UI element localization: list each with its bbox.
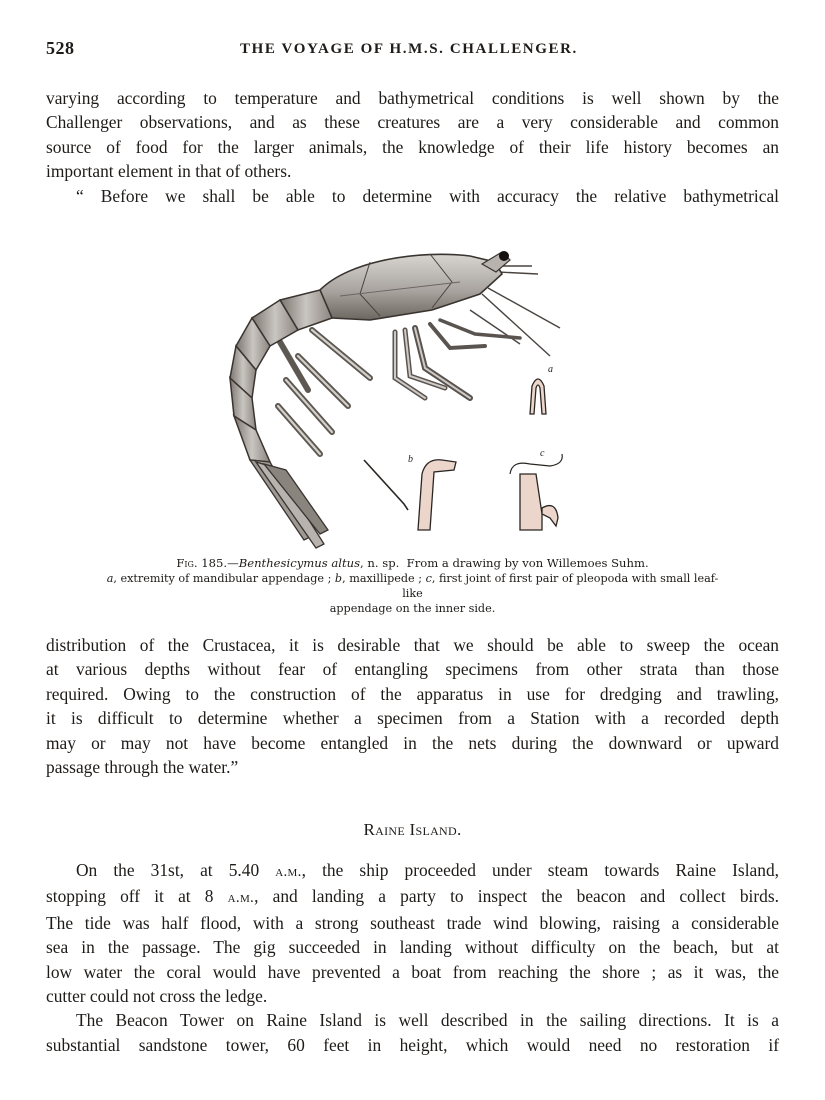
text-line: source of food for the larger animals, the knowledge of their life history becomes an bbox=[46, 136, 779, 157]
detail-b-stem bbox=[364, 460, 408, 510]
shrimp-illustration bbox=[220, 238, 600, 550]
section-heading-text: Raine Island. bbox=[363, 820, 462, 839]
paragraph-raine-island bbox=[46, 858, 779, 1008]
detail-a bbox=[530, 379, 546, 414]
eye bbox=[499, 251, 509, 261]
label-a: a bbox=[548, 364, 553, 375]
text-line: passage through the water.” bbox=[46, 757, 239, 778]
text-line: it is difficult to determine whether a specimen from a Station with a recorded depth bbox=[46, 708, 779, 729]
caption-text-b: , maxillipede ; bbox=[342, 572, 426, 585]
caption-source: From a drawing by von Willemoes Suhm. bbox=[406, 556, 649, 570]
text-line bbox=[46, 884, 779, 910]
caption-key-c: c bbox=[425, 572, 432, 585]
caption-key-b: b bbox=[334, 572, 343, 585]
caption-text-c: , first joint of first pair of pleopoda with small leaf-like bbox=[402, 572, 719, 600]
text-line: varying according to temperature and bathymetrical conditions is well shown by the bbox=[46, 88, 779, 108]
shrimp-figure bbox=[220, 238, 600, 550]
paragraph-beacon-tower bbox=[46, 1008, 779, 1057]
text-line: low water the coral would have prevented a boat from reaching the shore ; as it was, the bbox=[46, 961, 779, 982]
text-line: substantial sandstone tower, 60 feet in height, which would need no restoration if bbox=[46, 1034, 779, 1055]
pleopods-highlight bbox=[278, 330, 370, 454]
detail-c bbox=[520, 474, 558, 530]
paragraph-quote-end bbox=[46, 633, 779, 779]
time-am: a.m. bbox=[227, 890, 255, 907]
text-line: at various depths without fear of entangling specimens from other strata than those bbox=[46, 659, 779, 680]
carapace bbox=[320, 254, 502, 320]
detail-b bbox=[418, 460, 456, 530]
text-run: On the 31st, at 5.40 bbox=[76, 860, 276, 880]
text-line: cutter could not cross the ledge. bbox=[46, 986, 268, 1007]
section-heading bbox=[0, 820, 825, 840]
text-block-middle bbox=[46, 633, 779, 779]
detail-c-hook bbox=[510, 454, 562, 474]
caption-line bbox=[100, 556, 725, 571]
text-line bbox=[46, 858, 779, 884]
species-suffix: , n. sp. bbox=[360, 556, 400, 570]
text-run: , and landing a party to inspect the beacon and collect birds. bbox=[254, 886, 779, 907]
page-number: 528 bbox=[46, 38, 75, 58]
paragraph-quote-start bbox=[46, 184, 779, 208]
time-am: a.m. bbox=[275, 864, 302, 880]
text-line: distribution of the Crustacea, it is desirable that we should be able to sweep the ocean bbox=[46, 635, 779, 655]
text-line: The Beacon Tower on Raine Island is well described in the sailing directions. It is a bbox=[76, 1010, 779, 1031]
text-line: The tide was half flood, with a strong southeast trade wind blowing, raising a considerable bbox=[46, 912, 779, 933]
text-block-top bbox=[46, 86, 779, 208]
paragraph-top bbox=[46, 86, 779, 184]
text-block-bottom bbox=[46, 858, 779, 1057]
caption-dash: — bbox=[227, 556, 239, 570]
tail-fan bbox=[250, 460, 328, 548]
running-head: THE VOYAGE OF H.M.S. CHALLENGER. bbox=[240, 41, 578, 57]
text-line: important element in that of others. bbox=[46, 161, 292, 182]
text-line: “ Before we shall be able to determine with accuracy the relative bathymetrical bbox=[76, 185, 779, 206]
text-line: Challenger observations, and as these creatures are a very considerable and common bbox=[46, 112, 779, 133]
text-line: required. Owing to the construction of the apparatus in use for dredging and trawling, bbox=[46, 683, 779, 704]
text-line: may or may not have become entangled in the nets during the downward or upward bbox=[46, 732, 779, 753]
caption-text-a: , extremity of mandibular appendage ; bbox=[113, 572, 335, 585]
text-run: stopping off it at 8 bbox=[46, 886, 228, 907]
caption-line: appendage on the inner side. bbox=[329, 602, 496, 615]
text-run: , the ship proceeded under steam towards Raine Island, bbox=[301, 860, 779, 880]
caption-line bbox=[100, 571, 725, 601]
caption-key-a: a bbox=[106, 572, 114, 585]
species-name: Benthesicymus altus bbox=[238, 556, 361, 570]
figure-label: Fig. 185. bbox=[176, 556, 228, 570]
text-line: sea in the passage. The gig succeeded in landing without difficulty on the beach, but at bbox=[46, 937, 779, 958]
label-b: b bbox=[408, 454, 413, 465]
label-c: c bbox=[540, 448, 545, 459]
pleopods bbox=[278, 330, 370, 454]
figure-caption bbox=[100, 556, 725, 616]
